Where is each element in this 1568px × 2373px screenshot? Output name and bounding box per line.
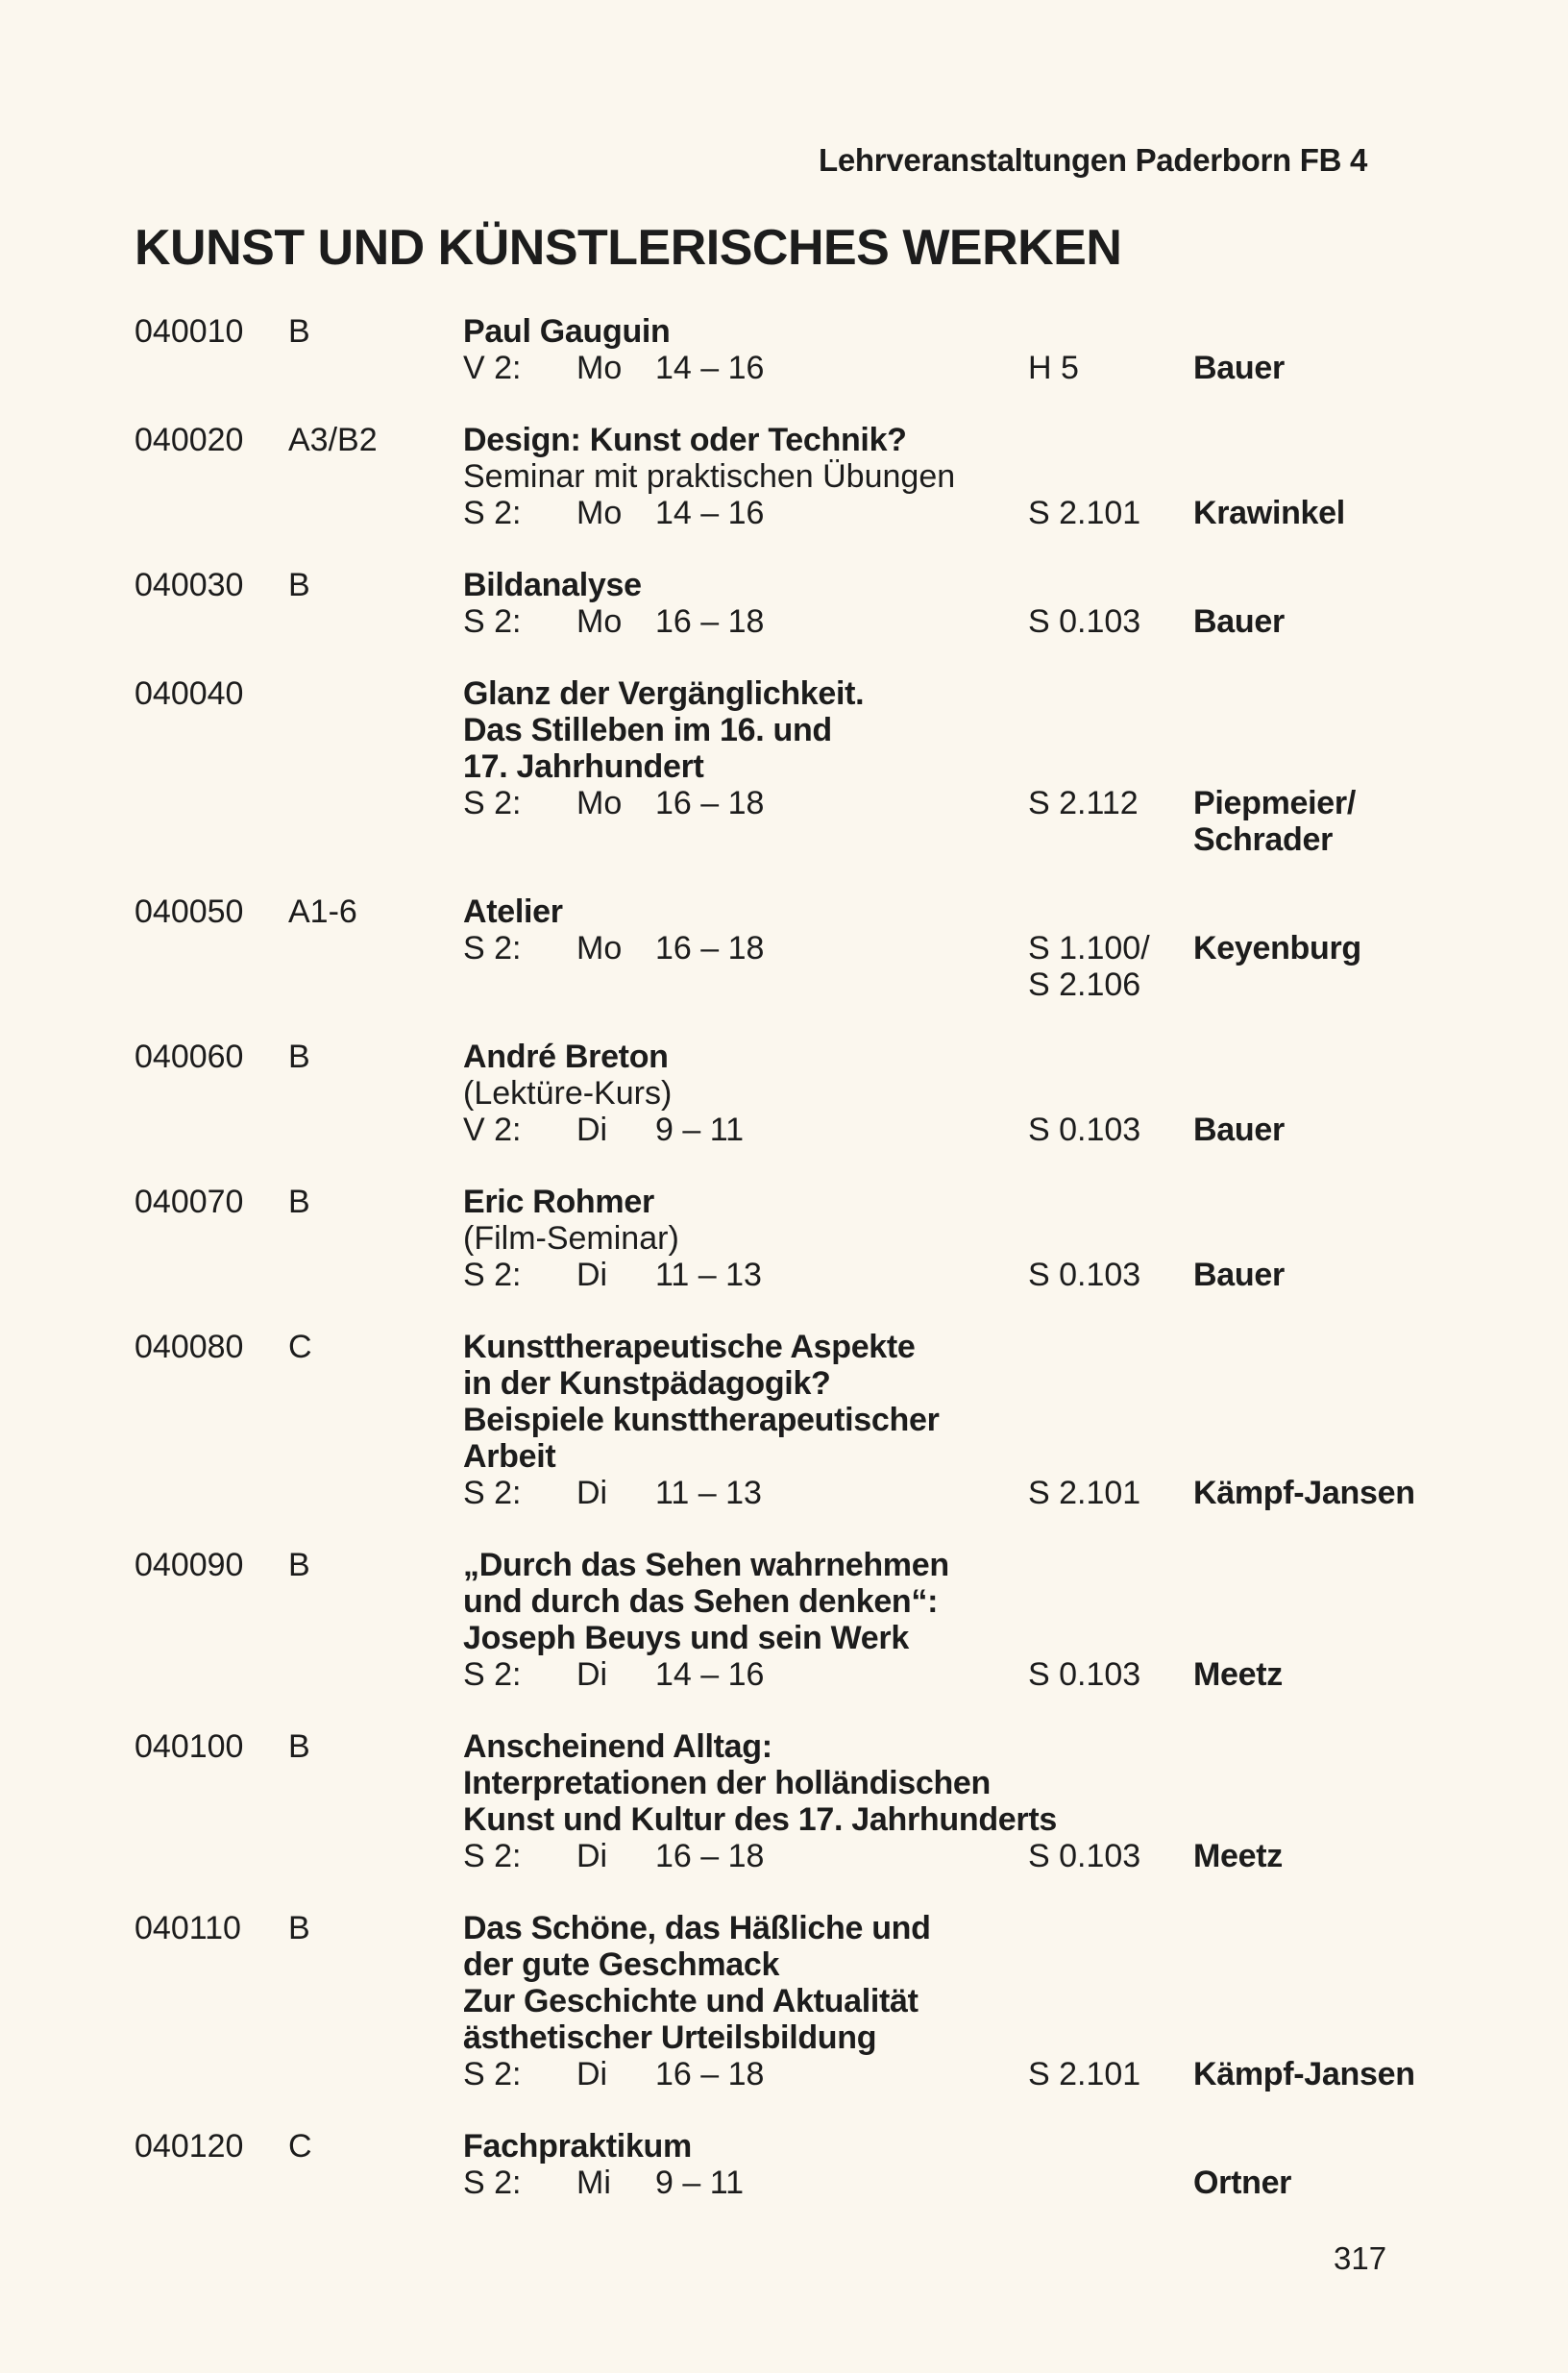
course-day: Di	[576, 1257, 608, 1293]
course-type: C	[288, 2128, 312, 2165]
page-number: 317	[1334, 2240, 1387, 2276]
course-details	[463, 422, 1078, 531]
course-lecturer	[1193, 1257, 1285, 1293]
room-line: S 0.103	[1028, 1656, 1141, 1693]
lecturer-line: Ortner	[1193, 2165, 1292, 2201]
course-title-line: Arbeit	[463, 1438, 556, 1475]
course-schedule	[463, 930, 1078, 966]
course-type: B	[288, 1728, 310, 1765]
course-title-line: Atelier	[463, 893, 563, 930]
course-time: 11 – 13	[655, 1257, 762, 1293]
course-number: 040020	[135, 422, 244, 458]
lecturer-line: Piepmeier/	[1193, 785, 1356, 821]
course-type: C	[288, 1329, 312, 1365]
course-time: 14 – 16	[655, 1656, 765, 1693]
room-line: S 2.101	[1028, 2056, 1141, 2092]
course-details	[463, 2128, 1078, 2201]
course-subtitle-line: Seminar mit praktischen Übungen	[463, 458, 956, 495]
course-kind: S 2:	[463, 2056, 522, 2092]
room-line: S 0.103	[1028, 1257, 1141, 1293]
course-number: 040100	[135, 1728, 244, 1765]
course-type: B	[288, 1039, 310, 1075]
course-entry	[0, 1039, 1568, 1148]
course-entry	[0, 422, 1568, 531]
course-lecturer	[1193, 603, 1285, 640]
course-room	[1028, 1656, 1140, 1693]
course-time: 14 – 16	[655, 350, 765, 386]
course-title-line: Fachpraktikum	[463, 2128, 692, 2165]
lecturer-line: Krawinkel	[1193, 495, 1345, 531]
room-line: S 0.103	[1028, 1838, 1141, 1874]
course-title-line: der gute Geschmack	[463, 1946, 780, 1983]
course-details	[463, 1329, 1078, 1511]
course-title-line: Kunsttherapeutische Aspekte	[463, 1329, 916, 1365]
course-kind: S 2:	[463, 1257, 522, 1293]
course-lecturer	[1193, 2056, 1415, 2092]
course-title-line: Joseph Beuys und sein Werk	[463, 1620, 909, 1656]
running-header: Lehrveranstaltungen Paderborn FB 4	[819, 142, 1368, 178]
course-title-line: Das Stilleben im 16. und	[463, 712, 832, 748]
course-lecturer	[1193, 2165, 1291, 2201]
course-lecturer	[1193, 350, 1285, 386]
room-line: S 0.103	[1028, 603, 1141, 640]
course-time: 11 – 13	[655, 1475, 762, 1511]
course-room	[1028, 603, 1140, 640]
course-type: B	[288, 1910, 310, 1946]
course-kind: S 2:	[463, 930, 522, 966]
course-title-line: Paul Gauguin	[463, 313, 671, 350]
course-kind: S 2:	[463, 603, 522, 640]
course-type: B	[288, 1547, 310, 1583]
course-title-line: „Durch das Sehen wahrnehmen	[463, 1547, 949, 1583]
course-entry	[0, 1910, 1568, 2092]
course-type: B	[288, 313, 310, 350]
course-day: Di	[576, 2056, 608, 2092]
course-schedule	[463, 1112, 1078, 1148]
course-title-line: Bildanalyse	[463, 567, 642, 603]
course-number: 040080	[135, 1329, 244, 1365]
course-entry	[0, 567, 1568, 640]
course-schedule	[463, 785, 1078, 821]
course-schedule	[463, 495, 1078, 531]
course-lecturer	[1193, 1112, 1285, 1148]
course-schedule	[463, 603, 1078, 640]
lecturer-line: Bauer	[1193, 350, 1285, 386]
course-details	[463, 1184, 1078, 1293]
course-room	[1028, 1257, 1140, 1293]
course-room	[1028, 1475, 1140, 1511]
course-schedule	[463, 1838, 1078, 1874]
course-room	[1028, 1838, 1140, 1874]
course-kind: V 2:	[463, 350, 522, 386]
course-room	[1028, 930, 1150, 1003]
course-schedule	[463, 1656, 1078, 1693]
room-line: S 1.100/	[1028, 930, 1150, 966]
course-list	[0, 313, 1568, 2237]
course-subtitle-line: (Lektüre-Kurs)	[463, 1075, 673, 1112]
course-title-line: Eric Rohmer	[463, 1184, 654, 1220]
course-number: 040060	[135, 1039, 244, 1075]
lecturer-line: Kämpf-Jansen	[1193, 1475, 1415, 1511]
course-kind: S 2:	[463, 2165, 522, 2201]
course-title-line: Interpretationen der holländischen	[463, 1765, 991, 1801]
course-kind: S 2:	[463, 1475, 522, 1511]
course-schedule	[463, 2165, 1078, 2201]
course-title-line: 17. Jahrhundert	[463, 748, 704, 785]
course-room	[1028, 350, 1079, 386]
lecturer-line: Bauer	[1193, 1112, 1285, 1148]
section-title: KUNST UND KÜNSTLERISCHES WERKEN	[135, 220, 1122, 276]
room-line: S 2.106	[1028, 966, 1141, 1003]
course-title-line: ästhetischer Urteilsbildung	[463, 2019, 877, 2056]
course-number: 040090	[135, 1547, 244, 1583]
course-time: 14 – 16	[655, 495, 765, 531]
course-kind: S 2:	[463, 785, 522, 821]
course-schedule	[463, 2056, 1078, 2092]
course-kind: S 2:	[463, 495, 522, 531]
lecturer-line: Kämpf-Jansen	[1193, 2056, 1415, 2092]
course-time: 16 – 18	[655, 603, 765, 640]
course-kind: V 2:	[463, 1112, 522, 1148]
course-day: Di	[576, 1838, 608, 1874]
course-entry	[0, 2128, 1568, 2201]
course-title-line: Das Schöne, das Häßliche und	[463, 1910, 931, 1946]
course-entry	[0, 1728, 1568, 1874]
course-details	[463, 1728, 1078, 1874]
course-time: 9 – 11	[655, 2165, 745, 2201]
course-day: Mo	[576, 495, 623, 531]
course-time: 16 – 18	[655, 785, 765, 821]
lecturer-line: Bauer	[1193, 1257, 1285, 1293]
course-day: Mo	[576, 785, 623, 821]
course-time: 16 – 18	[655, 2056, 765, 2092]
course-details	[463, 893, 1078, 966]
course-day: Di	[576, 1475, 608, 1511]
lecturer-line: Keyenburg	[1193, 930, 1361, 966]
course-title-line: in der Kunstpädagogik?	[463, 1365, 831, 1402]
course-day: Mo	[576, 930, 623, 966]
course-time: 16 – 18	[655, 930, 765, 966]
course-entry	[0, 1329, 1568, 1511]
course-day: Mo	[576, 350, 623, 386]
room-line: S 2.112	[1028, 785, 1139, 821]
course-day: Mi	[576, 2165, 611, 2201]
course-type: A3/B2	[288, 422, 378, 458]
course-title-line: André Breton	[463, 1039, 669, 1075]
course-entry	[0, 1184, 1568, 1293]
course-time: 16 – 18	[655, 1838, 765, 1874]
course-number: 040030	[135, 567, 244, 603]
course-schedule	[463, 350, 1078, 386]
room-line: S 2.101	[1028, 495, 1141, 531]
course-room	[1028, 1112, 1140, 1148]
course-title-line: Kunst und Kultur des 17. Jahrhunderts	[463, 1801, 1057, 1838]
course-number: 040120	[135, 2128, 244, 2165]
course-details	[463, 675, 1078, 821]
course-subtitle-line: (Film-Seminar)	[463, 1220, 679, 1257]
lecturer-line: Meetz	[1193, 1838, 1283, 1874]
course-title-line: Anscheinend Alltag:	[463, 1728, 772, 1765]
course-day: Di	[576, 1656, 608, 1693]
course-day: Mo	[576, 603, 623, 640]
course-room	[1028, 785, 1139, 821]
course-entry	[0, 675, 1568, 858]
course-details	[463, 1039, 1078, 1148]
course-number: 040010	[135, 313, 244, 350]
room-line: H 5	[1028, 350, 1079, 386]
course-number: 040040	[135, 675, 244, 712]
course-details	[463, 1547, 1078, 1693]
room-line: S 2.101	[1028, 1475, 1141, 1511]
course-number: 040050	[135, 893, 244, 930]
course-entry	[0, 893, 1568, 1003]
course-room	[1028, 495, 1140, 531]
course-day: Di	[576, 1112, 608, 1148]
course-lecturer	[1193, 495, 1345, 531]
course-room	[1028, 2056, 1140, 2092]
course-number: 040070	[135, 1184, 244, 1220]
course-lecturer	[1193, 1838, 1283, 1874]
course-time: 9 – 11	[655, 1112, 745, 1148]
course-type: A1-6	[288, 893, 357, 930]
course-lecturer	[1193, 1475, 1415, 1511]
course-title-line: und durch das Sehen denken“:	[463, 1583, 939, 1620]
course-details	[463, 313, 1078, 386]
course-lecturer	[1193, 1656, 1283, 1693]
course-title-line: Glanz der Vergänglichkeit.	[463, 675, 865, 712]
lecturer-line: Meetz	[1193, 1656, 1283, 1693]
course-lecturer	[1193, 930, 1361, 966]
course-schedule	[463, 1475, 1078, 1511]
course-details	[463, 1910, 1078, 2092]
course-schedule	[463, 1257, 1078, 1293]
course-lecturer	[1193, 785, 1356, 858]
course-title-line: Zur Geschichte und Aktualität	[463, 1983, 919, 2019]
lecturer-line: Schrader	[1193, 821, 1334, 858]
course-details	[463, 567, 1078, 640]
course-number: 040110	[135, 1910, 241, 1946]
course-type: B	[288, 1184, 310, 1220]
course-kind: S 2:	[463, 1656, 522, 1693]
course-kind: S 2:	[463, 1838, 522, 1874]
course-title-line: Design: Kunst oder Technik?	[463, 422, 907, 458]
course-entry	[0, 1547, 1568, 1693]
course-entry	[0, 313, 1568, 386]
lecturer-line: Bauer	[1193, 603, 1285, 640]
room-line: S 0.103	[1028, 1112, 1141, 1148]
course-type: B	[288, 567, 310, 603]
course-title-line: Beispiele kunsttherapeutischer	[463, 1402, 940, 1438]
